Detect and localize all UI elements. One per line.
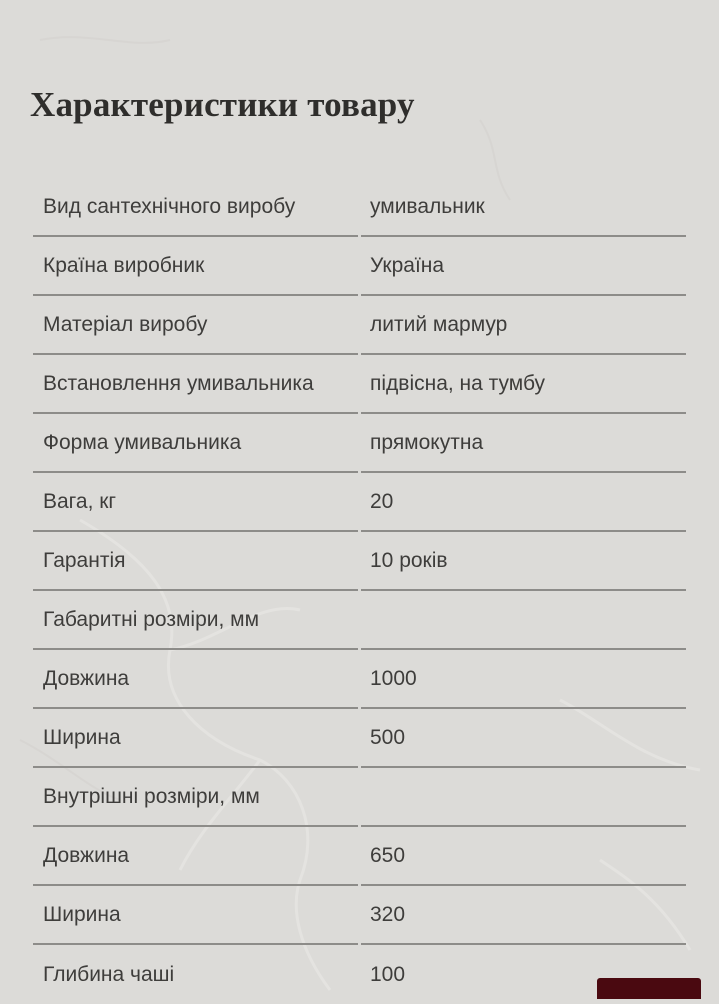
spec-row <box>33 768 686 827</box>
spec-value: 500 <box>361 709 686 768</box>
spec-row <box>33 650 686 709</box>
spec-name: Гарантія <box>33 532 358 591</box>
spec-value: прямокутна <box>361 414 686 473</box>
spec-name: Матеріал виробу <box>33 296 358 355</box>
spec-value: 1000 <box>361 650 686 709</box>
spec-value: Україна <box>361 237 686 296</box>
spec-name: Ширина <box>33 886 358 945</box>
spec-row <box>33 709 686 768</box>
spec-name: Глибина чаші <box>43 962 175 986</box>
spec-row <box>33 945 686 1004</box>
spec-row <box>33 591 686 650</box>
spec-value: підвісна, на тумбу <box>361 355 686 414</box>
spec-name: Форма умивальника <box>33 414 358 473</box>
specifications-table <box>33 178 686 1004</box>
spec-name: Ширина <box>33 709 358 768</box>
spec-value <box>361 591 686 650</box>
spec-name: Вага, кг <box>33 473 358 532</box>
spec-value: умивальник <box>361 178 686 237</box>
spec-value: 20 <box>361 473 686 532</box>
spec-name: Країна виробник <box>33 237 358 296</box>
floating-action-button[interactable] <box>597 978 701 999</box>
spec-value: 100 <box>370 962 406 986</box>
spec-value: 10 років <box>361 532 686 591</box>
spec-name: Встановлення умивальника <box>33 355 358 414</box>
spec-name: Внутрішні розміри, мм <box>33 768 358 827</box>
spec-name: Довжина <box>33 650 358 709</box>
spec-row <box>33 355 686 414</box>
spec-row <box>33 886 686 945</box>
spec-name: Габаритні розміри, мм <box>33 591 358 650</box>
spec-row <box>33 296 686 355</box>
spec-name: Довжина <box>33 827 358 886</box>
spec-row <box>33 532 686 591</box>
spec-row <box>33 473 686 532</box>
spec-row <box>33 827 686 886</box>
spec-value: 320 <box>361 886 686 945</box>
spec-value: литий мармур <box>361 296 686 355</box>
spec-value <box>361 768 686 827</box>
spec-row <box>33 414 686 473</box>
page-title: Характеристики товару <box>30 85 415 124</box>
spec-row <box>33 237 686 296</box>
spec-value: 650 <box>361 827 686 886</box>
spec-row <box>33 178 686 237</box>
spec-name: Вид сантехнічного виробу <box>33 178 358 237</box>
